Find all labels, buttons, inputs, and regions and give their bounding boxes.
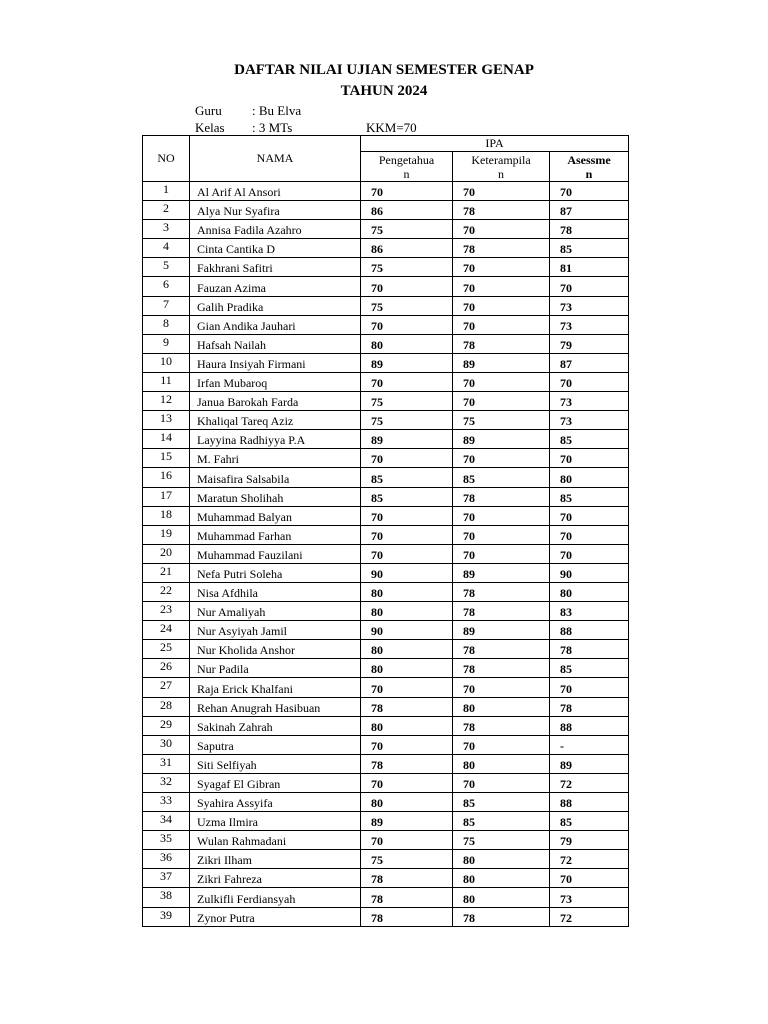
- score-asessmen: 85: [550, 659, 629, 678]
- score-pengetahuan: 85: [361, 487, 453, 506]
- score-pengetahuan: 80: [361, 582, 453, 601]
- row-number: 16: [143, 468, 190, 487]
- score-keterampilan: 75: [453, 831, 550, 850]
- table-row: [143, 678, 629, 697]
- student-name: Gian Andika Jauhari: [190, 315, 361, 334]
- score-asessmen: 73: [550, 315, 629, 334]
- table-row: [143, 773, 629, 792]
- score-asessmen: 79: [550, 831, 629, 850]
- student-name: Raja Erick Khalfani: [190, 678, 361, 697]
- row-number: 29: [143, 716, 190, 735]
- row-number: 7: [143, 296, 190, 315]
- row-number: 32: [143, 773, 190, 792]
- table-row: [143, 621, 629, 640]
- score-pengetahuan: 75: [361, 258, 453, 277]
- score-keterampilan: 70: [453, 315, 550, 334]
- score-pengetahuan: 89: [361, 812, 453, 831]
- score-pengetahuan: 70: [361, 544, 453, 563]
- score-asessmen: 88: [550, 716, 629, 735]
- table-row: [143, 659, 629, 678]
- score-asessmen: 78: [550, 640, 629, 659]
- score-asessmen: 73: [550, 888, 629, 907]
- score-asessmen: 78: [550, 697, 629, 716]
- student-name: Zikri Ilham: [190, 850, 361, 869]
- score-pengetahuan: 85: [361, 468, 453, 487]
- score-keterampilan: 80: [453, 888, 550, 907]
- score-pengetahuan: 80: [361, 793, 453, 812]
- score-asessmen: 85: [550, 430, 629, 449]
- score-pengetahuan: 75: [361, 220, 453, 239]
- score-keterampilan: 78: [453, 659, 550, 678]
- student-name: Nur Asyiyah Jamil: [190, 621, 361, 640]
- table-row: [143, 582, 629, 601]
- row-number: 39: [143, 907, 190, 926]
- score-asessmen: 79: [550, 334, 629, 353]
- score-pengetahuan: 70: [361, 372, 453, 391]
- score-keterampilan: 78: [453, 582, 550, 601]
- row-number: 15: [143, 449, 190, 468]
- table-row: [143, 182, 629, 201]
- row-number: 28: [143, 697, 190, 716]
- score-keterampilan: 89: [453, 430, 550, 449]
- student-name: Fakhrani Safitri: [190, 258, 361, 277]
- score-keterampilan: 80: [453, 850, 550, 869]
- score-asessmen: 78: [550, 220, 629, 239]
- row-number: 31: [143, 754, 190, 773]
- score-keterampilan: 78: [453, 239, 550, 258]
- score-asessmen: 81: [550, 258, 629, 277]
- table-row: [143, 372, 629, 391]
- row-number: 19: [143, 525, 190, 544]
- table-row: [143, 411, 629, 430]
- score-asessmen: 90: [550, 563, 629, 582]
- score-pengetahuan: 70: [361, 525, 453, 544]
- score-pengetahuan: 78: [361, 907, 453, 926]
- table-row: [143, 392, 629, 411]
- score-pengetahuan: 70: [361, 277, 453, 296]
- score-pengetahuan: 80: [361, 602, 453, 621]
- header-nama: NAMA: [190, 136, 361, 182]
- student-name: Nur Padila: [190, 659, 361, 678]
- student-name: Saputra: [190, 735, 361, 754]
- row-number: 12: [143, 392, 190, 411]
- table-row: [143, 850, 629, 869]
- score-pengetahuan: 89: [361, 430, 453, 449]
- score-asessmen: 88: [550, 793, 629, 812]
- table-row: [143, 754, 629, 773]
- score-asessmen: 87: [550, 353, 629, 372]
- table-row: [143, 315, 629, 334]
- score-asessmen: 70: [550, 449, 629, 468]
- kelas-label: Kelas: [195, 120, 225, 135]
- table-row: [143, 525, 629, 544]
- table-row: [143, 258, 629, 277]
- student-name: Al Arif Al Ansori: [190, 182, 361, 201]
- score-pengetahuan: 70: [361, 449, 453, 468]
- score-pengetahuan: 78: [361, 754, 453, 773]
- header-no: NO: [143, 136, 190, 182]
- score-keterampilan: 78: [453, 640, 550, 659]
- student-name: Muhammad Farhan: [190, 525, 361, 544]
- header-ipa: IPA: [361, 136, 629, 152]
- score-asessmen: 73: [550, 392, 629, 411]
- table-row: [143, 468, 629, 487]
- score-keterampilan: 70: [453, 296, 550, 315]
- table-row: [143, 449, 629, 468]
- row-number: 6: [143, 277, 190, 296]
- table-row: [143, 735, 629, 754]
- student-name: Nur Amaliyah: [190, 602, 361, 621]
- score-keterampilan: 85: [453, 468, 550, 487]
- score-keterampilan: 89: [453, 563, 550, 582]
- score-pengetahuan: 75: [361, 850, 453, 869]
- table-row: [143, 239, 629, 258]
- student-name: Wulan Rahmadani: [190, 831, 361, 850]
- score-keterampilan: 85: [453, 812, 550, 831]
- score-asessmen: 85: [550, 487, 629, 506]
- score-keterampilan: 89: [453, 621, 550, 640]
- score-pengetahuan: 86: [361, 201, 453, 220]
- score-keterampilan: 78: [453, 201, 550, 220]
- score-keterampilan: 70: [453, 258, 550, 277]
- guru-label: Guru: [195, 103, 222, 118]
- score-pengetahuan: 70: [361, 315, 453, 334]
- row-number: 25: [143, 640, 190, 659]
- score-asessmen: 73: [550, 296, 629, 315]
- score-asessmen: 70: [550, 525, 629, 544]
- score-asessmen: 70: [550, 678, 629, 697]
- student-name: Maratun Sholihah: [190, 487, 361, 506]
- score-asessmen: 80: [550, 582, 629, 601]
- score-keterampilan: 70: [453, 392, 550, 411]
- student-name: Nisa Afdhila: [190, 582, 361, 601]
- student-name: Nur Kholida Anshor: [190, 640, 361, 659]
- table-row: [143, 487, 629, 506]
- row-number: 18: [143, 506, 190, 525]
- grades-table: [142, 135, 629, 927]
- table-row: [143, 907, 629, 926]
- row-number: 8: [143, 315, 190, 334]
- student-name: Muhammad Fauzilani: [190, 544, 361, 563]
- score-keterampilan: 70: [453, 449, 550, 468]
- score-keterampilan: 78: [453, 716, 550, 735]
- student-name: Fauzan Azima: [190, 277, 361, 296]
- score-keterampilan: 80: [453, 754, 550, 773]
- score-asessmen: 70: [550, 506, 629, 525]
- score-keterampilan: 78: [453, 602, 550, 621]
- student-name: Layyina Radhiyya P.A: [190, 430, 361, 449]
- score-pengetahuan: 75: [361, 392, 453, 411]
- student-name: M. Fahri: [190, 449, 361, 468]
- table-row: [143, 716, 629, 735]
- table-row: [143, 812, 629, 831]
- row-number: 33: [143, 793, 190, 812]
- row-number: 20: [143, 544, 190, 563]
- student-name: Maisafira Salsabila: [190, 468, 361, 487]
- row-number: 36: [143, 850, 190, 869]
- student-name: Muhammad Balyan: [190, 506, 361, 525]
- score-pengetahuan: 78: [361, 697, 453, 716]
- score-pengetahuan: 80: [361, 640, 453, 659]
- score-pengetahuan: 70: [361, 831, 453, 850]
- row-number: 34: [143, 812, 190, 831]
- table-row: [143, 201, 629, 220]
- student-name: Alya Nur Syafira: [190, 201, 361, 220]
- row-number: 35: [143, 831, 190, 850]
- student-name: Rehan Anugrah Hasibuan: [190, 697, 361, 716]
- row-number: 27: [143, 678, 190, 697]
- score-pengetahuan: 70: [361, 182, 453, 201]
- student-name: Syahira Assyifa: [190, 793, 361, 812]
- score-keterampilan: 78: [453, 334, 550, 353]
- score-keterampilan: 80: [453, 697, 550, 716]
- score-keterampilan: 70: [453, 220, 550, 239]
- score-asessmen: 70: [550, 182, 629, 201]
- row-number: 2: [143, 201, 190, 220]
- score-asessmen: 85: [550, 239, 629, 258]
- row-number: 13: [143, 411, 190, 430]
- row-number: 22: [143, 582, 190, 601]
- score-pengetahuan: 70: [361, 735, 453, 754]
- student-name: Hafsah Nailah: [190, 334, 361, 353]
- document-title: DAFTAR NILAI UJIAN SEMESTER GENAP: [234, 62, 534, 78]
- student-name: Zulkifli Ferdiansyah: [190, 888, 361, 907]
- score-keterampilan: 70: [453, 773, 550, 792]
- student-name: Nefa Putri Soleha: [190, 563, 361, 582]
- score-keterampilan: 80: [453, 869, 550, 888]
- table-row: [143, 869, 629, 888]
- score-asessmen: 89: [550, 754, 629, 773]
- kelas-value: : 3 MTs: [252, 120, 293, 135]
- student-name: Zikri Fahreza: [190, 869, 361, 888]
- row-number: 30: [143, 735, 190, 754]
- score-keterampilan: 70: [453, 544, 550, 563]
- table-row: [143, 353, 629, 372]
- table-row: [143, 506, 629, 525]
- score-asessmen: 70: [550, 277, 629, 296]
- document-year: TAHUN 2024: [340, 83, 428, 99]
- score-keterampilan: 78: [453, 907, 550, 926]
- score-keterampilan: 70: [453, 182, 550, 201]
- row-number: 14: [143, 430, 190, 449]
- score-keterampilan: 70: [453, 678, 550, 697]
- kkm-value: KKM=70: [366, 120, 417, 135]
- row-number: 26: [143, 659, 190, 678]
- score-keterampilan: 70: [453, 372, 550, 391]
- student-name: Irfan Mubaroq: [190, 372, 361, 391]
- score-pengetahuan: 86: [361, 239, 453, 258]
- score-asessmen: -: [550, 735, 629, 754]
- score-asessmen: 70: [550, 372, 629, 391]
- row-number: 21: [143, 563, 190, 582]
- score-keterampilan: 75: [453, 411, 550, 430]
- score-pengetahuan: 80: [361, 659, 453, 678]
- row-number: 11: [143, 372, 190, 391]
- row-number: 24: [143, 621, 190, 640]
- student-name: Siti Selfiyah: [190, 754, 361, 773]
- table-row: [143, 602, 629, 621]
- student-name: Uzma Ilmira: [190, 812, 361, 831]
- score-asessmen: 87: [550, 201, 629, 220]
- row-number: 1: [143, 182, 190, 201]
- row-number: 38: [143, 888, 190, 907]
- student-name: Cinta Cantika D: [190, 239, 361, 258]
- score-asessmen: 83: [550, 602, 629, 621]
- table-row: [143, 793, 629, 812]
- score-pengetahuan: 90: [361, 621, 453, 640]
- student-name: Janua Barokah Farda: [190, 392, 361, 411]
- student-name: Sakinah Zahrah: [190, 716, 361, 735]
- table-row: [143, 888, 629, 907]
- table-row: [143, 544, 629, 563]
- table-row: [143, 430, 629, 449]
- score-asessmen: 70: [550, 869, 629, 888]
- row-number: 23: [143, 602, 190, 621]
- student-name: Zynor Putra: [190, 907, 361, 926]
- score-asessmen: 85: [550, 812, 629, 831]
- row-number: 5: [143, 258, 190, 277]
- score-keterampilan: 70: [453, 506, 550, 525]
- score-pengetahuan: 78: [361, 869, 453, 888]
- header-keterampilan: Keterampila n: [453, 152, 550, 182]
- table-row: [143, 296, 629, 315]
- score-pengetahuan: 80: [361, 716, 453, 735]
- score-keterampilan: 70: [453, 525, 550, 544]
- score-pengetahuan: 75: [361, 296, 453, 315]
- table-row: [143, 563, 629, 582]
- score-pengetahuan: 78: [361, 888, 453, 907]
- guru-value: : Bu Elva: [252, 103, 302, 118]
- score-pengetahuan: 70: [361, 773, 453, 792]
- score-pengetahuan: 90: [361, 563, 453, 582]
- table-row: [143, 640, 629, 659]
- score-keterampilan: 78: [453, 487, 550, 506]
- table-row: [143, 220, 629, 239]
- score-pengetahuan: 80: [361, 334, 453, 353]
- score-pengetahuan: 70: [361, 678, 453, 697]
- score-pengetahuan: 75: [361, 411, 453, 430]
- score-asessmen: 88: [550, 621, 629, 640]
- score-asessmen: 72: [550, 773, 629, 792]
- row-number: 4: [143, 239, 190, 258]
- table-row: [143, 697, 629, 716]
- score-keterampilan: 89: [453, 353, 550, 372]
- row-number: 9: [143, 334, 190, 353]
- student-name: Syagaf El Gibran: [190, 773, 361, 792]
- header-pengetahuan: Pengetahua n: [361, 152, 453, 182]
- score-keterampilan: 70: [453, 277, 550, 296]
- row-number: 10: [143, 353, 190, 372]
- score-asessmen: 73: [550, 411, 629, 430]
- header-asessmen: Asessme n: [550, 152, 629, 182]
- score-keterampilan: 85: [453, 793, 550, 812]
- score-asessmen: 72: [550, 907, 629, 926]
- score-asessmen: 72: [550, 850, 629, 869]
- table-row: [143, 277, 629, 296]
- score-keterampilan: 70: [453, 735, 550, 754]
- table-row: [143, 831, 629, 850]
- score-asessmen: 70: [550, 544, 629, 563]
- row-number: 37: [143, 869, 190, 888]
- row-number: 3: [143, 220, 190, 239]
- table-body: [143, 182, 629, 927]
- score-asessmen: 80: [550, 468, 629, 487]
- student-name: Galih Pradika: [190, 296, 361, 315]
- score-pengetahuan: 89: [361, 353, 453, 372]
- student-name: Khaliqal Tareq Aziz: [190, 411, 361, 430]
- score-pengetahuan: 70: [361, 506, 453, 525]
- table-row: [143, 334, 629, 353]
- student-name: Annisa Fadila Azahro: [190, 220, 361, 239]
- row-number: 17: [143, 487, 190, 506]
- student-name: Haura Insiyah Firmani: [190, 353, 361, 372]
